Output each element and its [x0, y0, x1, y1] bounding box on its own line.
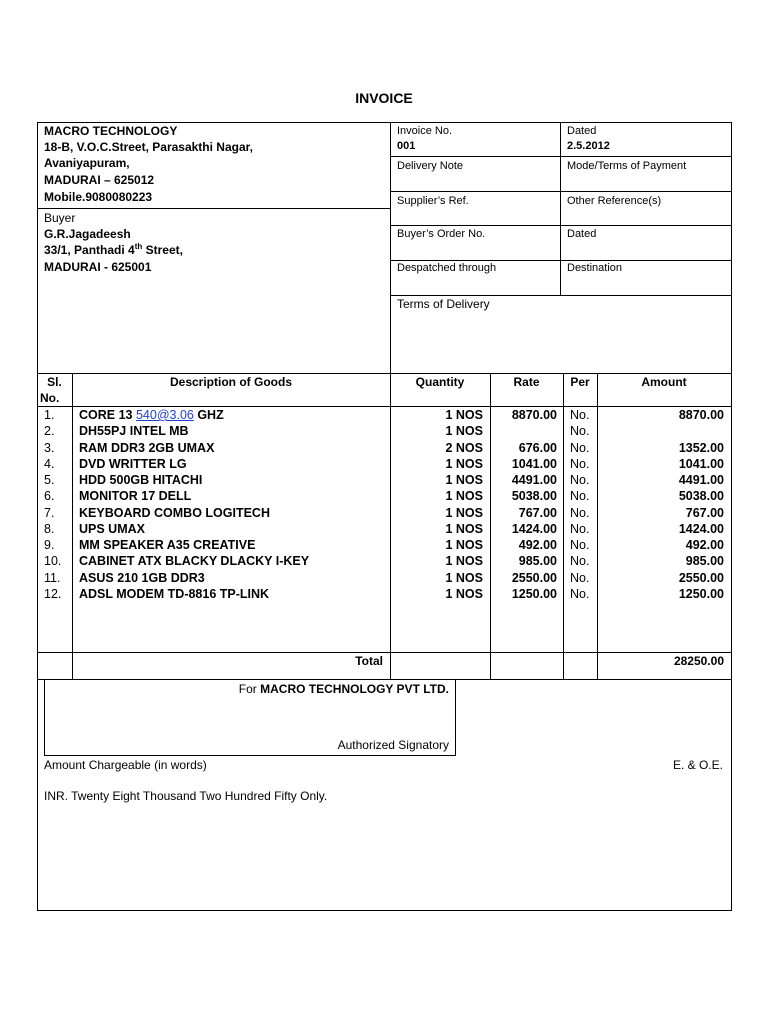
item-rate: 985.00: [518, 554, 557, 569]
eoe-text: E. & O.E.: [672, 758, 723, 772]
item-amount: 2550.00: [678, 570, 724, 585]
payment-terms-label: Mode/Terms of Payment: [567, 160, 687, 172]
item-description: CORE 13 540@3.06 GHZ: [79, 408, 224, 422]
dated-value: 2.5.2012: [567, 140, 610, 152]
item-quantity: 1 NOS: [445, 473, 483, 487]
item-per: No.: [570, 489, 590, 504]
item-per: No.: [570, 440, 590, 455]
table-row: [0, 505, 768, 521]
table-row: [0, 537, 768, 553]
dated-label: Dated: [567, 125, 597, 137]
signature-for-line: For MACRO TECHNOLOGY PVT LTD.: [238, 682, 449, 696]
col-amount: Amount: [641, 375, 687, 389]
item-quantity: 1 NOS: [445, 521, 483, 536]
table-row: [0, 423, 768, 439]
item-description: KEYBOARD COMBO LOGITECH: [79, 505, 270, 520]
table-row: [0, 521, 768, 537]
total-amount: 28250.00: [673, 654, 724, 668]
item-sl: 7.: [44, 505, 55, 520]
item-rate: 5038.00: [511, 489, 557, 504]
buyer-label: Buyer: [44, 211, 76, 225]
item-amount: 985.00: [685, 554, 724, 569]
item-rate: 492.00: [518, 538, 557, 552]
table-row: [0, 407, 768, 423]
authorized-signatory: Authorized Signatory: [337, 738, 449, 752]
table-row: [0, 488, 768, 504]
item-rate: 676.00: [518, 440, 557, 455]
item-quantity: 2 NOS: [445, 440, 483, 455]
supplier-ref-label: Supplier’s Ref.: [397, 195, 469, 207]
item-quantity: 1 NOS: [445, 505, 483, 520]
buyer-address: 33/1, Panthadi 4th Street,: [44, 242, 183, 257]
item-description: DH55PJ INTEL MB: [79, 424, 189, 439]
item-rate: 2550.00: [511, 570, 557, 585]
item-amount: 767.00: [685, 505, 724, 520]
col-sl: Sl.: [47, 375, 62, 389]
despatched-label: Despatched through: [397, 262, 497, 274]
item-description: MM SPEAKER A35 CREATIVE: [79, 538, 256, 552]
item-quantity: 1 NOS: [445, 489, 483, 504]
item-sl: 2.: [44, 424, 55, 439]
item-sl: 8.: [44, 521, 55, 536]
item-sl: 6.: [44, 489, 55, 504]
invoice-title: INVOICE: [355, 90, 413, 106]
item-description: ADSL MODEM TD-8816 TP-LINK: [79, 586, 270, 601]
item-amount: 492.00: [685, 538, 724, 552]
item-quantity: 1 NOS: [445, 408, 483, 422]
item-quantity: 1 NOS: [445, 554, 483, 569]
col-sl-no: No.: [40, 391, 60, 405]
buyer-city: MADURAI - 625001: [44, 260, 152, 274]
item-rate: 767.00: [518, 505, 557, 520]
col-rate: Rate: [513, 375, 540, 389]
seller-mobile: Mobile.9080080223: [44, 190, 153, 204]
item-amount: 1352.00: [678, 440, 724, 455]
item-per: No.: [570, 505, 590, 520]
delivery-note-label: Delivery Note: [397, 160, 464, 172]
item-description: MONITOR 17 DELL: [79, 489, 192, 504]
item-sl: 5.: [44, 473, 55, 487]
seller-name: MACRO TECHNOLOGY: [44, 124, 178, 138]
item-per: No.: [570, 586, 590, 601]
item-sl: 3.: [44, 440, 55, 455]
seller-city: MADURAI – 625012: [44, 173, 155, 187]
table-row: [0, 440, 768, 456]
amount-words: INR. Twenty Eight Thousand Two Hundred Fifty Only.: [44, 789, 328, 803]
item-description: DVD WRITTER LG: [79, 456, 187, 471]
item-per: No.: [570, 408, 590, 422]
item-sl: 1.: [44, 408, 55, 422]
col-quantity: Quantity: [415, 375, 465, 389]
item-sl: 12.: [44, 586, 62, 601]
col-per: Per: [570, 375, 590, 389]
item-sl: 4.: [44, 456, 55, 471]
item-description: CABINET ATX BLACKY DLACKY I-KEY: [79, 554, 310, 569]
item-amount: 1424.00: [678, 521, 724, 536]
buyer-order-label: Buyer’s Order No.: [397, 228, 486, 240]
item-sl: 9.: [44, 538, 55, 552]
amount-words-label: Amount Chargeable (in words): [44, 758, 207, 772]
seller-address-line1: 18-B, V.O.C.Street, Parasakthi Nagar,: [44, 140, 253, 154]
item-rate: 1424.00: [511, 521, 557, 536]
item-per: No.: [570, 473, 590, 487]
item-description: RAM DDR3 2GB UMAX: [79, 440, 215, 455]
destination-label: Destination: [567, 262, 623, 274]
item-sl: 10.: [44, 554, 62, 569]
item-rate: 8870.00: [511, 408, 557, 422]
buyer-order-dated-label: Dated: [567, 228, 597, 240]
item-amount: 4491.00: [678, 473, 724, 487]
item-amount: 1250.00: [678, 586, 724, 601]
item-quantity: 1 NOS: [445, 538, 483, 552]
item-rate: 1250.00: [511, 586, 557, 601]
item-description: ASUS 210 1GB DDR3: [79, 570, 205, 585]
item-per: No.: [570, 456, 590, 471]
item-per: No.: [570, 424, 590, 439]
total-label: Total: [355, 654, 383, 668]
invoice-no-label: Invoice No.: [397, 125, 453, 137]
item-rate: 1041.00: [511, 456, 557, 471]
table-row: [0, 472, 768, 488]
item-per: No.: [570, 570, 590, 585]
item-per: No.: [570, 521, 590, 536]
item-quantity: 1 NOS: [445, 586, 483, 601]
table-row: [0, 586, 768, 602]
item-amount: 8870.00: [678, 408, 724, 422]
other-ref-label: Other Reference(s): [567, 195, 662, 207]
table-row: [0, 553, 768, 569]
item-description: HDD 500GB HITACHI: [79, 473, 203, 487]
item-rate: 4491.00: [511, 473, 557, 487]
item-amount: 5038.00: [678, 489, 724, 504]
item-quantity: 1 NOS: [445, 456, 483, 471]
item-per: No.: [570, 554, 590, 569]
buyer-name: G.R.Jagadeesh: [44, 227, 131, 241]
terms-delivery-label: Terms of Delivery: [397, 297, 490, 311]
item-quantity: 1 NOS: [445, 570, 483, 585]
col-description: Description of Goods: [169, 375, 292, 389]
table-row: [0, 570, 768, 586]
item-amount: 1041.00: [678, 456, 724, 471]
item-per: No.: [570, 538, 590, 552]
item-sl: 11.: [44, 570, 61, 585]
seller-address-line2: Avaniyapuram,: [44, 156, 130, 170]
invoice-no-value: 001: [397, 140, 416, 152]
item-description-link[interactable]: 540@3.06: [135, 408, 194, 422]
item-quantity: 1 NOS: [445, 424, 483, 439]
item-description: UPS UMAX: [79, 521, 145, 536]
table-row: [0, 456, 768, 472]
